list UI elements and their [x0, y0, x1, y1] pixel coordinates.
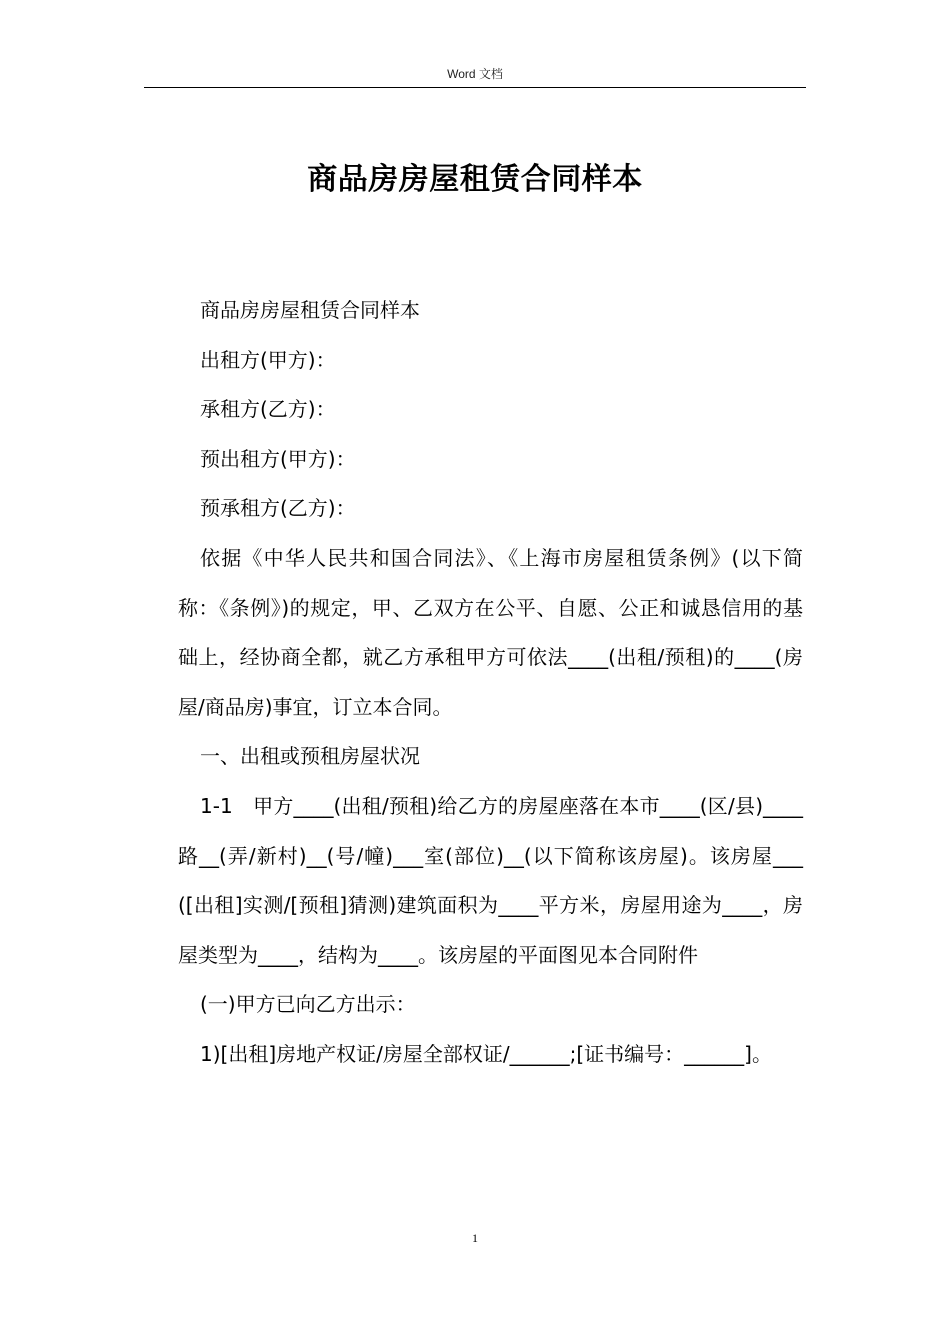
paragraph-pre-lessee: 预承租方(乙方)： — [200, 496, 356, 521]
page-header: Word 文档 — [447, 67, 503, 81]
paragraph-pre-lessor: 预出租方(甲方)： — [200, 446, 356, 471]
header-divider — [144, 87, 806, 88]
document-body — [178, 286, 803, 1080]
paragraph-preamble: 依据《中华人民共和国合同法》、《上海市房屋租赁条例》(以下简称：《条例》)的规定，甲、乙双方在公平、自愿、公正和诚恳信用的基础上，经协商全都，就乙方承租甲方可依法____(出租/预租)的____(房屋/商品房)事宜，订立本合同。 — [178, 545, 803, 719]
page-number: 1 — [472, 1231, 478, 1245]
paragraph-subsection-1: (一)甲方已向乙方出示： — [200, 992, 416, 1017]
paragraph-clause-1-1: 1-1 甲方____(出租/预租)给乙方的房屋座落在本市____(区/县)____路__(弄/新村)__(号/幢)___室(部位)__(以下简称该房屋)。该房屋___([出租]实测/[预租]猜测)建筑面积为____平方米，房屋用途为____，房屋类型为____，结构为____。该房屋的平面图见本合同附件 — [178, 793, 803, 967]
paragraph-lessee: 承租方(乙方)： — [200, 397, 336, 422]
section-heading-1: 一、出租或预租房屋状况 — [200, 744, 420, 769]
document-title: 商品房房屋租赁合同样本 — [307, 162, 643, 197]
paragraph-item-1: 1)[出租]房地产权证/房屋全部权证/______;[证书编号：______]。 — [200, 1041, 772, 1066]
paragraph-lessor: 出租方(甲方)： — [200, 347, 336, 372]
paragraph-subtitle: 商品房房屋租赁合同样本 — [200, 298, 420, 322]
